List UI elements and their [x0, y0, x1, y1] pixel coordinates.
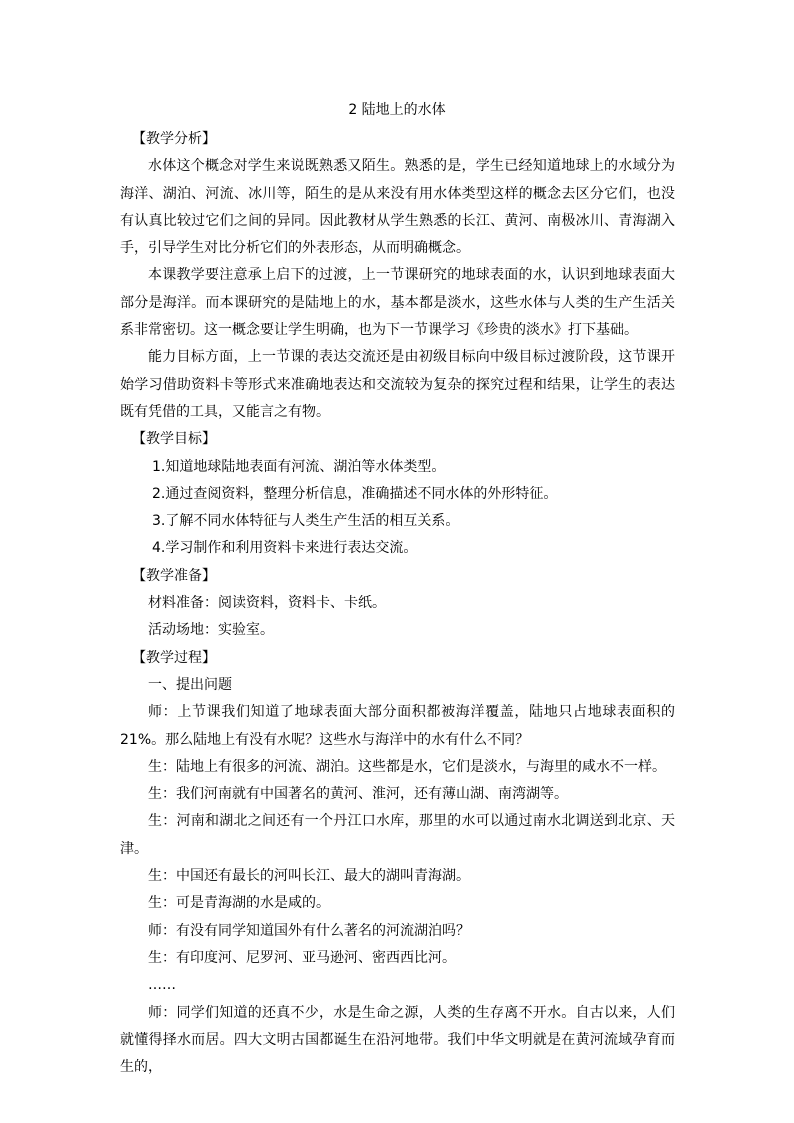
analysis-paragraph: 能力目标方面，上一节课的表达交流还是由初级目标向中级目标过渡阶段，这节课开始学习借助资料卡等形式来准确地表达和交流较为复杂的探究过程和结果，让学生的表达既有凭借的工具，又能言之有物。 — [120, 349, 675, 420]
section-heading-process: 【教学过程】 — [132, 649, 216, 666]
dialogue-line: 生：可是青海湖的水是咸的。 — [148, 895, 330, 912]
prep-materials: 材料准备：阅读资料，资料卡、卡纸。 — [148, 595, 386, 612]
dialogue-line: 生：河南和湖北之间还有一个丹江口水库，那里的水可以通过南水北调送到北京、天津。 — [120, 813, 675, 857]
goal-item: 1.知道地球陆地表面有河流、湖泊等水体类型。 — [152, 458, 446, 475]
page-title: 2 陆地上的水体 — [348, 102, 446, 118]
dialogue-line: 师：有没有同学知道国外有什么著名的河流湖泊吗？ — [148, 922, 470, 939]
document-body — [120, 126, 675, 1081]
dialogue-line: 生：陆地上有很多的河流、湖泊。这些都是水，它们是淡水，与海里的咸水不一样。 — [148, 758, 666, 775]
dialogue-line: 生：我们河南就有中国著名的黄河、淮河，还有薄山湖、南湾湖等。 — [148, 786, 568, 803]
process-step-heading: 一、提出问题 — [148, 676, 232, 693]
goal-item: 3.了解不同水体特征与人类生产生活的相互关系。 — [152, 513, 460, 530]
dialogue-ellipsis: …… — [148, 977, 176, 994]
dialogue-line: 生：有印度河、尼罗河、亚马逊河、密西西比河。 — [148, 949, 456, 966]
dialogue-line: 师：上节课我们知道了地球表面大部分面积都被海洋覆盖，陆地只占地球表面积的21%。那么陆地上有没有水呢？这些水与海洋中的水有什么不同？ — [120, 704, 675, 748]
section-heading-prep: 【教学准备】 — [132, 567, 216, 584]
analysis-paragraph: 水体这个概念对学生来说既熟悉又陌生。熟悉的是，学生已经知道地球上的水域分为海洋、湖泊、河流、冰川等，陌生的是从来没有用水体类型这样的概念去区分它们，也没有认真比较过它们之间的异同。因此教材从学生熟悉的长江、黄河、南极冰川、青海湖入手，引导学生对比分析它们的外表形态，从而明确概念。 — [120, 158, 675, 257]
goal-item: 4.学习制作和利用资料卡来进行表达交流。 — [152, 540, 418, 557]
dialogue-line: 师：同学们知道的还真不少，水是生命之源，人类的生存离不开水。自古以来，人们就懂得择水而居。四大文明古国都诞生在沿河地带。我们中华文明就是在黄河流域孕育而生的， — [120, 1004, 675, 1076]
goal-item: 2.通过查阅资料，整理分析信息，准确描述不同水体的外形特征。 — [152, 485, 558, 502]
prep-venue: 活动场地：实验室。 — [148, 622, 274, 639]
section-heading-goals: 【教学目标】 — [132, 431, 216, 448]
analysis-paragraph: 本课教学要注意承上启下的过渡，上一节课研究的地球表面的水，认识到地球表面大部分是海洋。而本课研究的是陆地上的水，基本都是淡水，这些水体与人类的生产生活关系非常密切。这一概念要让学生明确，也为下一节课学习《珍贵的淡水》打下基础。 — [120, 267, 675, 339]
dialogue-line: 生：中国还有最长的河叫长江、最大的湖叫青海湖。 — [148, 868, 470, 885]
section-heading-analysis: 【教学分析】 — [132, 131, 216, 147]
